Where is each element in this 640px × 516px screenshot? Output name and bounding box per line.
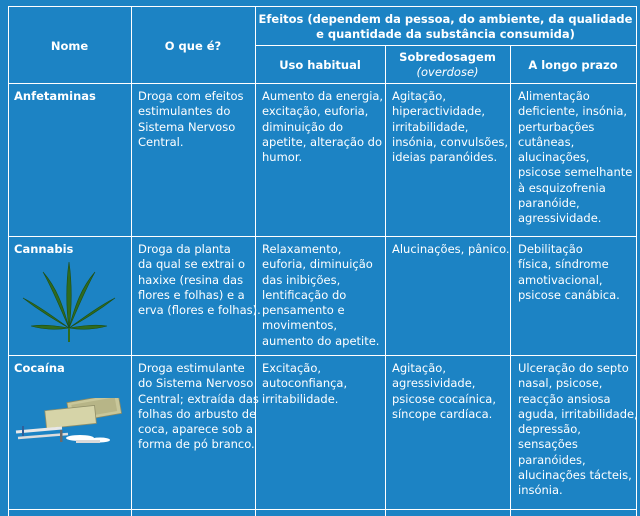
grid-line: [385, 45, 386, 516]
header-sobredosagem-sub: (overdose): [416, 65, 479, 80]
text-line: Relaxamento,: [262, 242, 342, 256]
text-line: Ulceração do septo: [518, 361, 629, 375]
text-line: euforia, diminuição: [262, 257, 373, 272]
row-1-o-que-e: [138, 242, 261, 318]
text-line: psicose canábica.: [518, 287, 620, 302]
text-line: psicose semelhante: [518, 165, 633, 180]
row-0-o-que-e: [138, 89, 244, 150]
row-0-longo-prazo: [518, 89, 632, 227]
text-line: nasal, psicose,: [518, 376, 603, 391]
text-line: do Sistema Nervoso: [138, 376, 254, 391]
text-line: agressividade,: [392, 376, 476, 391]
text-line: Aumento da energia,: [262, 89, 384, 103]
text-line: Droga estimulante: [138, 361, 245, 375]
row-2-longo-prazo: [518, 361, 638, 499]
text-line: coca, aparece sob a: [138, 422, 254, 437]
text-line: amotivacional,: [518, 272, 603, 287]
header-efeitos: [255, 12, 636, 43]
text-line: síncope cardíaca.: [392, 406, 493, 421]
text-line: Agitação,: [392, 89, 446, 103]
text-line: flores e folhas) e a: [138, 287, 245, 302]
header-o-que-e: O que é?: [164, 39, 222, 53]
text-line: reacção ansiosa: [518, 391, 611, 406]
text-line: paranóide,: [518, 196, 580, 211]
text-line: irritabilidade,: [392, 119, 469, 134]
header-sobredosagem: [385, 50, 510, 81]
row-2-sobredosagem: [392, 361, 496, 422]
header-sobredosagem-label: Sobredosagem: [399, 50, 496, 64]
text-line: agressividade.: [518, 211, 602, 226]
row-0-uso-habitual: [262, 89, 383, 165]
text-line: deficiente, insónia,: [518, 104, 628, 119]
text-line: irritabilidade.: [262, 391, 339, 406]
text-line: alucinações,: [518, 150, 590, 165]
text-line: Central; extraída das: [138, 391, 259, 406]
text-line: à esquizofrenia: [518, 180, 606, 195]
row-1-longo-prazo: [518, 242, 620, 303]
text-line: folhas do arbusto de: [138, 406, 257, 421]
grid-line: [8, 83, 637, 84]
row-2-o-que-e: [138, 361, 259, 453]
text-line: excitação, euforia,: [262, 104, 369, 119]
text-line: Excitação,: [262, 361, 322, 375]
text-line: depressão,: [518, 422, 581, 437]
text-line: Agitação,: [392, 361, 446, 375]
text-line: apetite, alteração do: [262, 134, 383, 149]
row-1-sobredosagem: [392, 242, 510, 257]
text-line: sensações: [518, 437, 578, 452]
text-line: alucinações tácteis,: [518, 468, 632, 483]
text-line: paranóides,: [518, 452, 586, 467]
grid-line: [8, 236, 637, 237]
text-line: psicose cocaínica,: [392, 391, 496, 406]
row-name-cocaina: Cocaína: [14, 361, 65, 375]
text-line: movimentos,: [262, 318, 337, 333]
row-2-uso-habitual: [262, 361, 347, 407]
text-line: ideias paranóides.: [392, 150, 498, 165]
grid-line: [8, 6, 637, 7]
row-name-cannabis: Cannabis: [14, 242, 74, 256]
text-line: forma de pó branco.: [138, 437, 255, 452]
text-line: Droga da planta: [138, 242, 231, 256]
text-line: insónia, convulsões,: [392, 134, 509, 149]
text-line: hiperactividade,: [392, 104, 486, 119]
text-line: lentificação do: [262, 287, 347, 302]
header-efeitos-line2: e quantidade da substância consumida): [316, 27, 575, 42]
text-line: estimulantes do: [138, 104, 231, 119]
text-line: perturbações: [518, 119, 595, 134]
text-line: Debilitação: [518, 242, 583, 256]
row-1-uso-habitual: [262, 242, 379, 349]
header-efeitos-line1: Efeitos (dependem da pessoa, do ambiente, da qualidade: [258, 12, 633, 26]
text-line: haxixe (resina das: [138, 272, 244, 287]
header-nome: Nome: [50, 39, 89, 53]
text-line: Droga com efeitos: [138, 89, 244, 103]
row-0-sobredosagem: [392, 89, 508, 165]
cannabis-leaf-image: [18, 258, 120, 344]
text-line: Sistema Nervoso: [138, 119, 236, 134]
grid-line: [8, 509, 637, 510]
header-uso-habitual: Uso habitual: [279, 58, 361, 72]
grid-line: [255, 45, 637, 46]
text-line: física, síndrome: [518, 257, 609, 272]
grid-line: [510, 45, 511, 516]
text-line: Alimentação: [518, 89, 590, 103]
grid-line: [8, 355, 637, 356]
text-line: da qual se extrai o: [138, 257, 246, 272]
header-longo-prazo: A longo prazo: [528, 58, 618, 72]
text-line: aumento do apetite.: [262, 333, 380, 348]
text-line: Central.: [138, 134, 184, 149]
row-name-anfetaminas: Anfetaminas: [14, 89, 96, 103]
text-line: autoconfiança,: [262, 376, 348, 391]
text-line: Alucinações, pânico.: [392, 242, 510, 256]
text-line: humor.: [262, 150, 303, 165]
text-line: das inibições,: [262, 272, 341, 287]
cocaine-paraphernalia-image: [12, 398, 128, 450]
text-line: pensamento e: [262, 303, 345, 318]
text-line: aguda, irritabilidade,: [518, 406, 638, 421]
text-line: cutâneas,: [518, 134, 575, 149]
text-line: erva (flores e folhas).: [138, 303, 261, 318]
text-line: diminuição do: [262, 119, 344, 134]
text-line: insónia.: [518, 483, 563, 498]
